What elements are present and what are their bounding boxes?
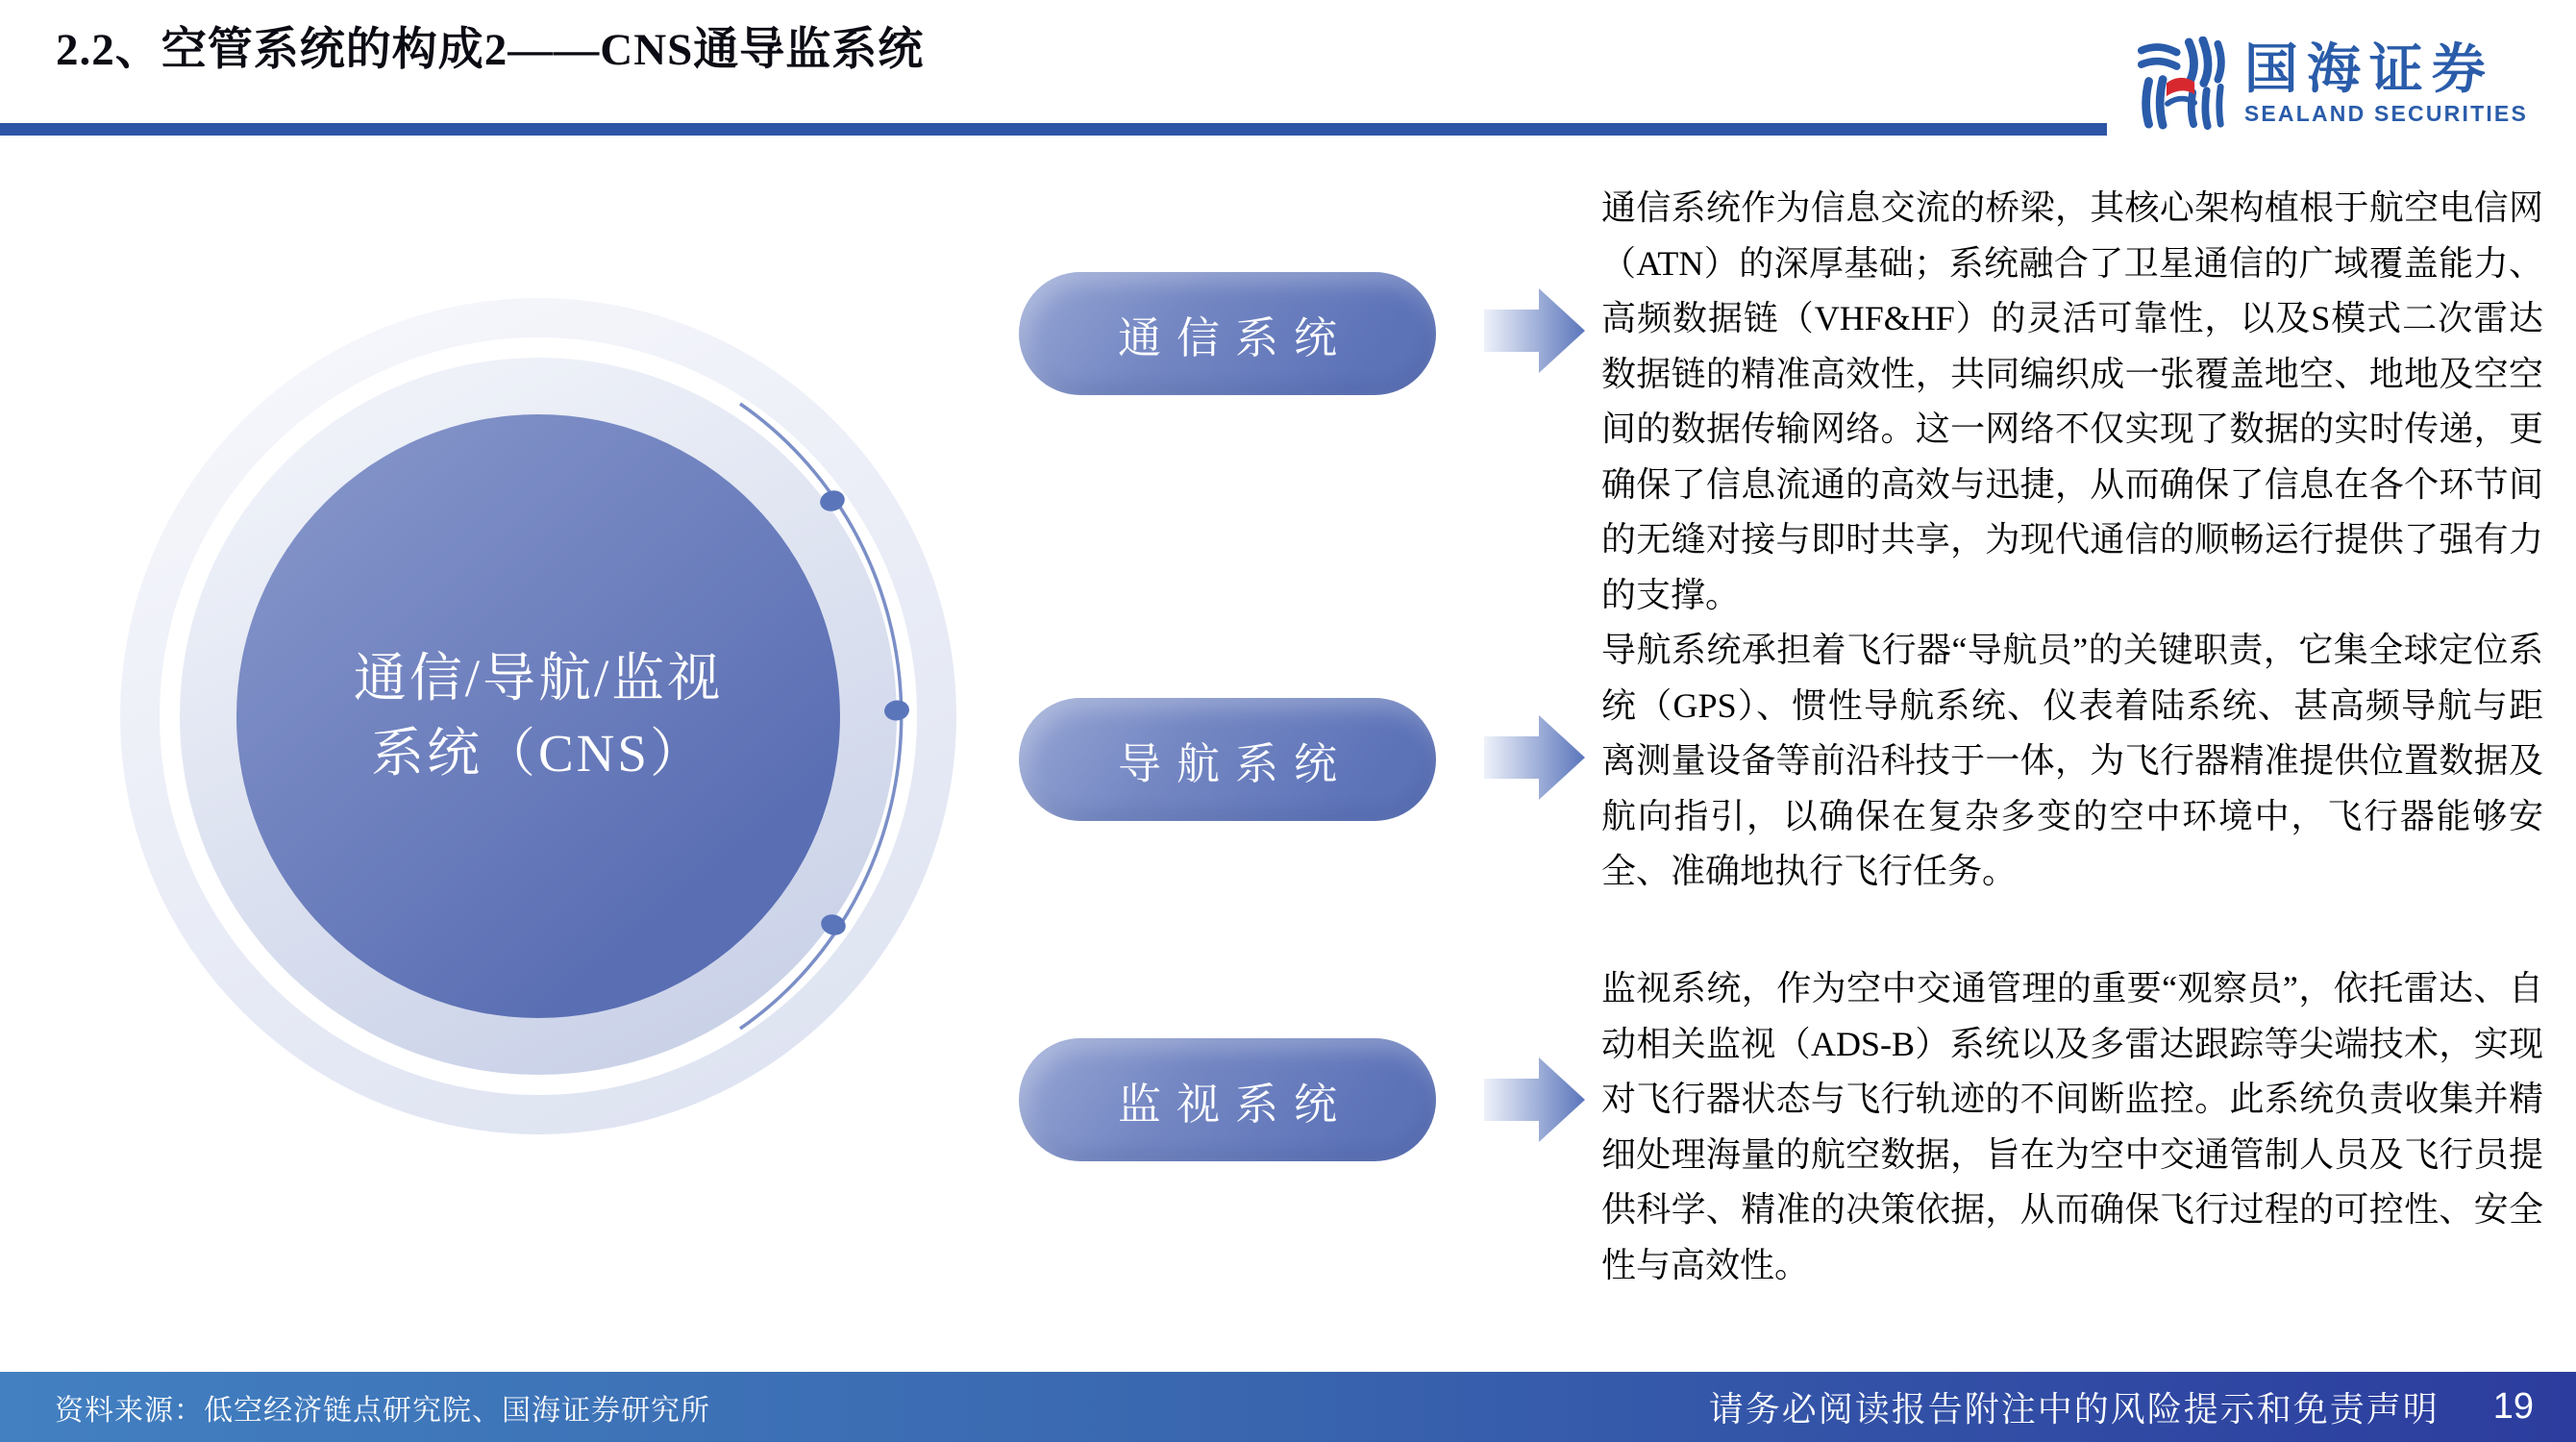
communication-system-description: 通信系统作为信息交流的桥梁，其核心架构植根于航空电信网（ATN）的深厚基础；系统融合了卫星通信的广域覆盖能力、高频数据链（VHF&HF）的灵活可靠性，以及S模式二次雷达数据链的精准高效性，共同编织成一张覆盖地空、地地及空空间的数据传输网络。这一网络不仅实现了数据的实时传递，更确保了信息流通的高效与迅捷，从而确保了信息在各个环节间的无缝对接与即时共享，为现代通信的顺畅运行提供了强有力的支撑。 (1601, 188, 2543, 614)
company-logo (2136, 37, 2528, 130)
page-title: 2.2、空管系统的构成2——CNS通导监系统 (56, 25, 925, 75)
pill-navigation-system: 导航系统 (1019, 698, 1436, 821)
arrow-right-icon (1484, 285, 1586, 377)
connector-dot (883, 699, 911, 722)
surveillance-system-description: 监视系统，作为空中交通管理的重要“观察员”，依托雷达、自动相关监视（ADS-B）系统以及多雷达跟踪等尖端技术，实现对飞行器状态与飞行轨迹的不间断监控。此系统负责收集并精细处理海量的航空数据，旨在为空中交通管制人员及飞行员提供科学、精准的决策依据，从而确保飞行过程的可控性、安全性与高效性。 (1601, 969, 2543, 1284)
title-underline-bar (0, 123, 2107, 136)
footer-bar (0, 1372, 2576, 1442)
connector-arc (663, 365, 952, 1077)
risk-disclaimer: 请务必阅读报告附注中的风险提示和免责声明 (1708, 1389, 2440, 1429)
navigation-system-description: 导航系统承担着飞行器“导航员”的关键职责，它集全球定位系统（GPS）、惯性导航系统、仪表着陆系统、甚高频导航与距离测量设备等前沿科技于一体，为飞行器精准提供位置数据及航向指引，以确保在复杂多变的空中环境中，飞行器能够安全、准确地执行飞行任务。 (1601, 631, 2543, 890)
connector-dot (818, 911, 848, 938)
logo-name-cn: 国海证券 (2243, 38, 2494, 99)
cns-label-line1: 通信/导航/监视 (353, 649, 724, 708)
pill-communication-system: 通信系统 (1019, 272, 1436, 395)
cns-label-line2: 系统（CNS） (371, 724, 706, 783)
arrow-right-icon (1484, 1054, 1586, 1146)
footer-right-block (1709, 1382, 2534, 1431)
data-source-note: 资料来源：低空经济链点研究院、国海证券研究所 (55, 1394, 710, 1427)
page-number: 19 (2492, 1386, 2534, 1427)
arrow-right-icon (1484, 711, 1586, 804)
logo-text-block (2244, 39, 2528, 127)
logo-name-en: SEALAND SECURITIES (2243, 101, 2528, 126)
sealand-logo-icon (2136, 37, 2229, 130)
pill-surveillance-system: 监视系统 (1019, 1038, 1436, 1161)
